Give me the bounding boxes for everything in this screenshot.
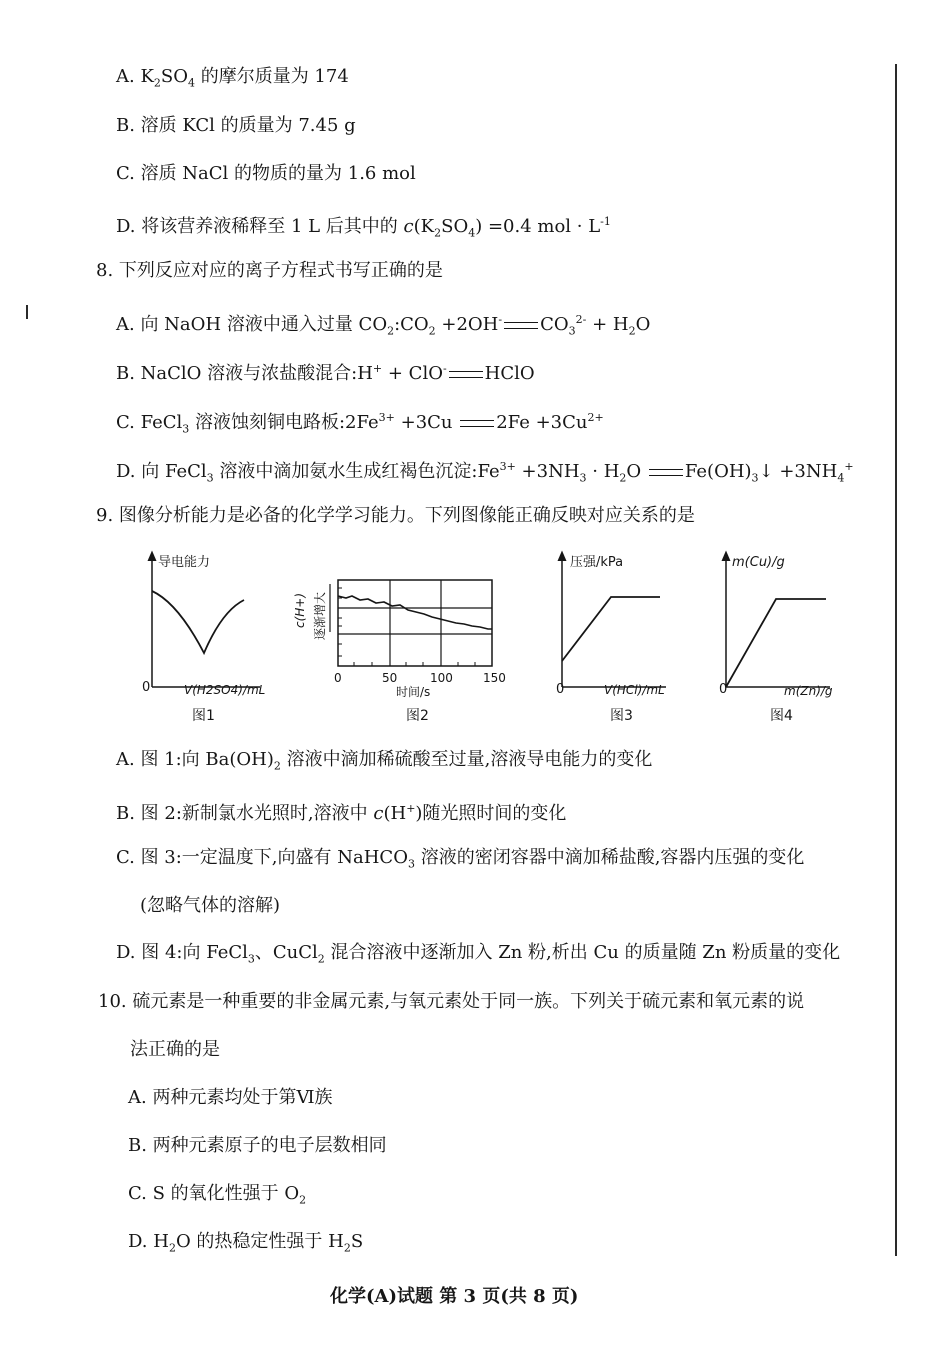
q8-option-a: A. 向 NaOH 溶液中通入过量 $CO_2:CO_2 +2OH^-$ $CO_3^{2-} + H_2O$ xyxy=(116,313,651,338)
pressure-line xyxy=(562,597,660,661)
x-axis-label: V(H2SO4)/mL xyxy=(184,683,266,697)
q8-option-b: B. NaClO 溶液与浓盐酸混合:H+ + ClO- HClO xyxy=(116,362,535,384)
q8-stem: 8. 下列反应对应的离子方程式书写正确的是 xyxy=(96,260,443,281)
margin-mark xyxy=(26,305,28,319)
q7-option-b: B. 溶质 KCl 的质量为 7.45 g xyxy=(116,115,356,136)
trend-annotation: 逐渐增大 xyxy=(313,591,327,640)
figure-1 xyxy=(138,545,268,730)
x-tick-100: 100 xyxy=(430,671,453,685)
q8-option-d: D. 向 FeCl$_3$ 溶液中滴加氨水生成红褐色沉淀$:Fe^{3+} +3NH_3 \cdot H_2O$ $Fe(OH)_3↓ +3NH_4^+$ xyxy=(116,460,854,485)
q7-option-a: A. $K_2SO_4$ 的摩尔质量为 174 xyxy=(116,66,349,90)
equals-sign xyxy=(649,469,683,476)
equals-sign xyxy=(504,322,538,329)
page-border-line xyxy=(895,64,897,1256)
figure-caption: 图1 xyxy=(192,708,215,724)
q7-option-d: D. 将该营养液稀释至 1 L 后其中的 $c(K_2SO_4) =0.4$ mol · $L^{-1}$ xyxy=(116,215,611,240)
conductivity-curve xyxy=(152,591,244,653)
q10-option-c: C. S 的氧化性强于 $O_2$ xyxy=(128,1183,307,1207)
q9-stem: 9. 图像分析能力是必备的化学学习能力。下列图像能正确反映对应关系的是 xyxy=(96,505,695,526)
q9-option-a: A. 图 1:向 $Ba(OH)_2$ 溶液中滴加稀硫酸至过量,溶液导电能力的变化 xyxy=(116,749,653,773)
origin-label: 0 xyxy=(142,680,151,695)
y-axis-label: c(H+) xyxy=(293,592,307,628)
q9-option-c: C. 图 3:一定温度下,向盛有 NaHCO$_3$ 溶液的密闭容器中滴加稀盐酸,容器内压强的变化 xyxy=(116,847,805,871)
figure-caption: 图4 xyxy=(770,708,793,724)
origin-label: 0 xyxy=(719,682,728,697)
q9-option-c-continued: (忽略气体的溶解) xyxy=(140,895,281,916)
figure-2 xyxy=(282,570,514,730)
plot-frame xyxy=(338,580,492,666)
q7-option-c: C. 溶质 NaCl 的物质的量为 1.6 mol xyxy=(116,163,416,184)
q9-option-b: B. 图 2:新制氯水光照时,溶液中 c(H+)随光照时间的变化 xyxy=(116,802,567,824)
figure-caption: 图2 xyxy=(406,708,429,724)
q10-option-a: A. 两种元素均处于第Ⅵ族 xyxy=(128,1087,333,1108)
q8-option-c: C. FeCl$_3$ 溶液蚀刻铜电路板$:2Fe^{3+} +3Cu$ $2Fe +3Cu^{2+}$ xyxy=(116,411,604,436)
x-tick-50: 50 xyxy=(382,671,398,685)
origin-label: 0 xyxy=(556,682,565,697)
figure-3 xyxy=(548,545,678,730)
page-footer: 化学(A)试题 第 3 页(共 8 页) xyxy=(330,1286,579,1307)
q10-option-d: D. $H_2O$ 的热稳定性强于 $H_2S$ xyxy=(128,1231,364,1255)
q10-stem: 10. 硫元素是一种重要的非金属元素,与氧元素处于同一族。下列关于硫元素和氧元素的说 xyxy=(98,991,805,1012)
q9-option-d: D. 图 4:向 FeCl$_3$、CuCl$_2$ 混合溶液中逐渐加入 Zn 粉,析出 Cu 的质量随 Zn 粉质量的变化 xyxy=(116,942,841,966)
grid-lines xyxy=(338,580,492,666)
x-axis-label: m(Zn)/g xyxy=(784,684,833,698)
q10-option-b: B. 两种元素原子的电子层数相同 xyxy=(128,1135,387,1156)
y-axis-label: m(Cu)/g xyxy=(732,555,785,570)
x-tick-150: 150 xyxy=(483,671,506,685)
equals-sign xyxy=(449,371,483,378)
x-axis-label: 时间/s xyxy=(396,685,431,699)
figure-caption: 图3 xyxy=(610,708,633,724)
figure-4 xyxy=(712,545,842,730)
copper-mass-line xyxy=(726,599,826,687)
q10-stem-continued: 法正确的是 xyxy=(130,1039,220,1060)
x-axis-label: V(HCl)/mL xyxy=(604,683,665,697)
y-axis-label: 导电能力 xyxy=(158,555,211,570)
ph-curve xyxy=(338,596,492,629)
x-tick-0: 0 xyxy=(334,671,342,685)
equals-sign xyxy=(460,420,494,427)
y-axis-label: 压强/kPa xyxy=(570,555,624,570)
